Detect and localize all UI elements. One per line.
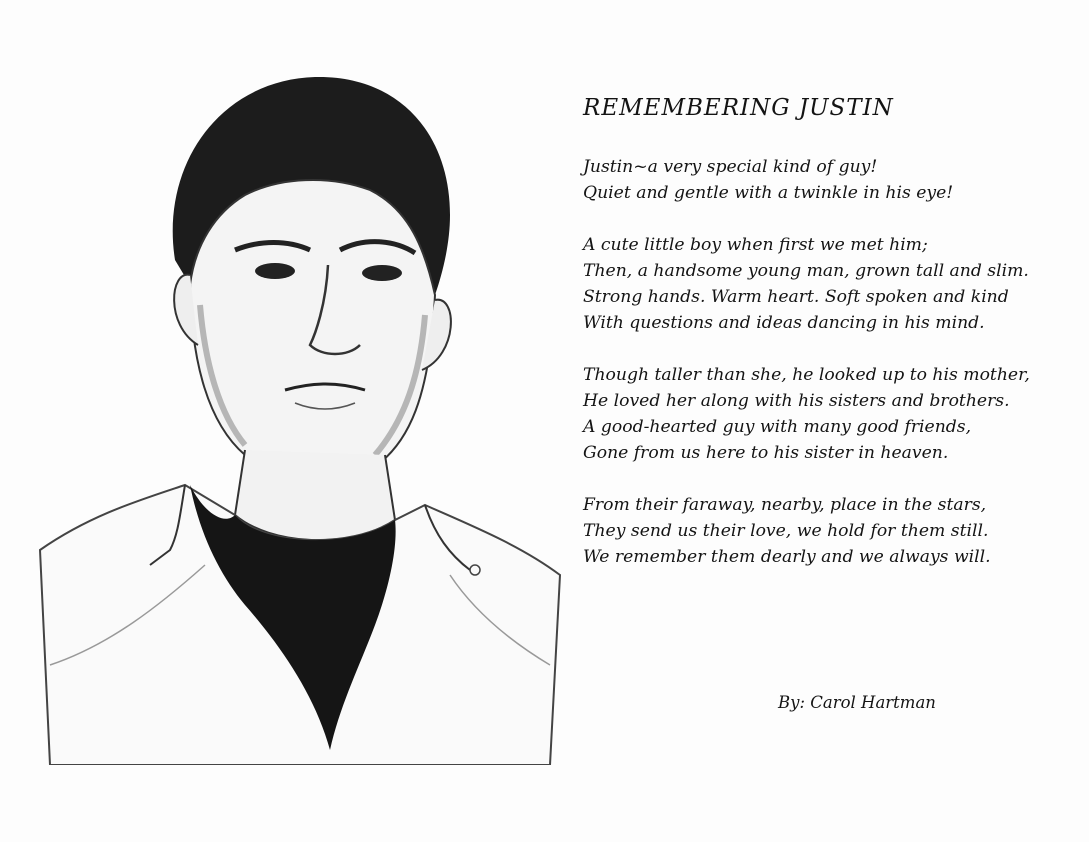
- poem-line: A good-hearted guy with many good friends,: [583, 417, 972, 437]
- stanza-2: [583, 232, 1083, 336]
- right-eye: [362, 265, 402, 281]
- stanza-4: [583, 492, 1083, 570]
- stanza-3: [583, 362, 1083, 466]
- poem-line: A cute little boy when first we met him;: [583, 235, 928, 255]
- poem: [583, 88, 1083, 596]
- poem-line: They send us their love, we hold for them still.: [583, 521, 989, 541]
- poem-title: REMEMBERING JUSTIN: [583, 95, 894, 121]
- poem-line: Justin~a very special kind of guy!: [583, 157, 878, 177]
- face: [190, 180, 435, 482]
- poem-line: Quiet and gentle with a twinkle in his eye!: [583, 183, 954, 203]
- portrait-sketch: [30, 45, 570, 765]
- neck: [235, 450, 395, 540]
- poem-line: From their faraway, nearby, place in the stars,: [583, 495, 987, 515]
- stanza-1: [583, 154, 1083, 206]
- poem-line: Strong hands. Warm heart. Soft spoken and kind: [583, 287, 1009, 307]
- poem-line: We remember them dearly and we always will.: [583, 547, 991, 567]
- poem-line: He loved her along with his sisters and brothers.: [583, 391, 1010, 411]
- poem-line: Though taller than she, he looked up to his mother,: [583, 365, 1030, 385]
- left-eye: [255, 263, 295, 279]
- author-byline: By: Carol Hartman: [778, 693, 936, 712]
- poem-line: Gone from us here to his sister in heaven.: [583, 443, 949, 463]
- poem-line: With questions and ideas dancing in his mind.: [583, 313, 985, 333]
- poem-line: Then, a handsome young man, grown tall and slim.: [583, 261, 1029, 281]
